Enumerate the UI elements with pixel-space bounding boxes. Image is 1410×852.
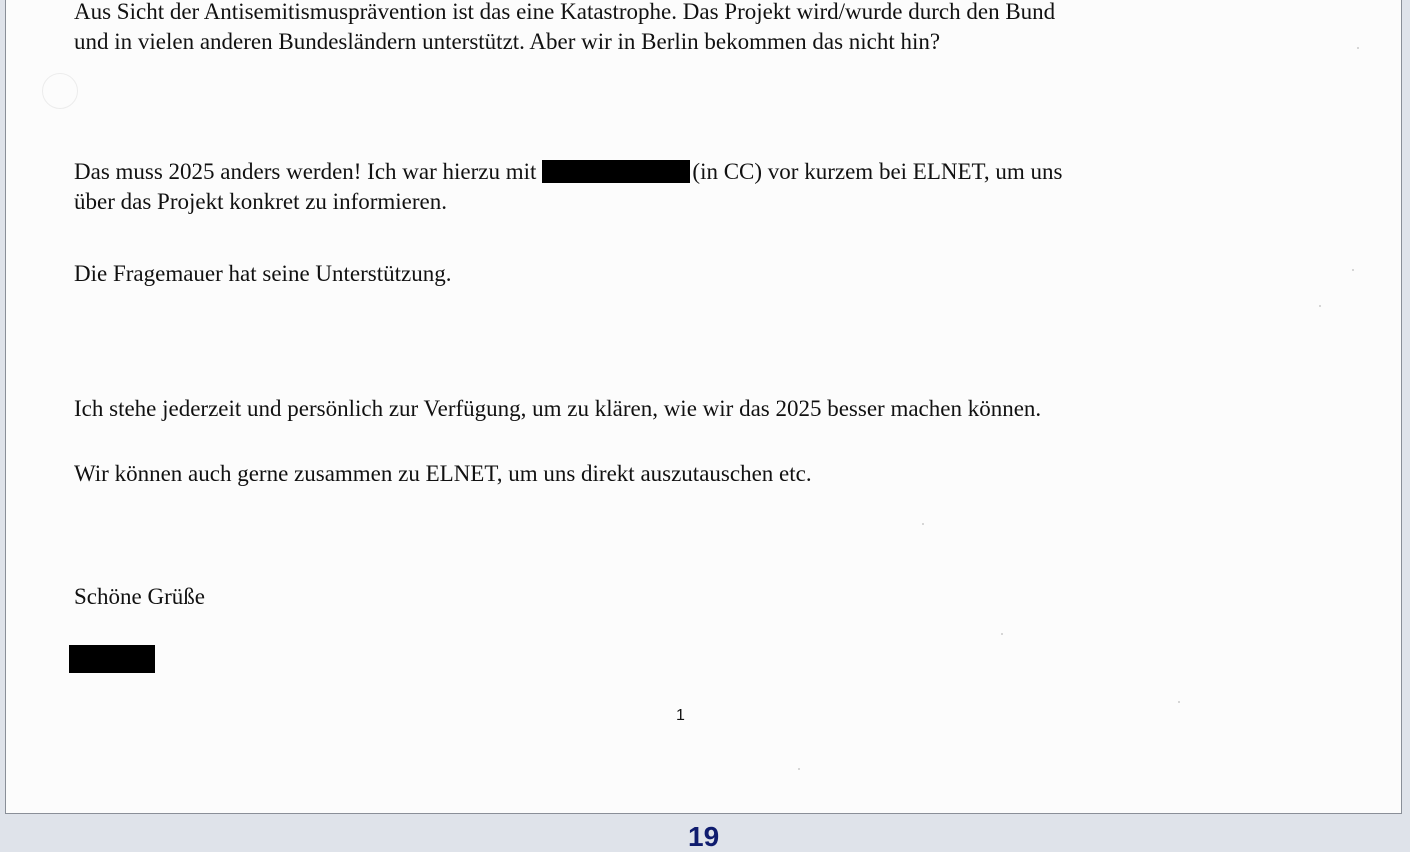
scan-speck <box>1352 269 1354 271</box>
closing-greeting: Schöne Grüße <box>74 584 205 609</box>
paragraph-2-line-2: über das Projekt konkret zu informieren. <box>74 189 447 214</box>
paragraph-2-text-before: Das muss 2025 anders werden! Ich war hierzu mit <box>74 159 537 184</box>
scan-speck <box>1319 305 1321 307</box>
document-page <box>5 0 1402 814</box>
paragraph-2-text-after: (in CC) vor kurzem bei ELNET, um uns <box>692 159 1063 184</box>
scan-speck <box>922 523 924 525</box>
paragraph-1-line-1: Aus Sicht der Antisemitismusprävention ist das eine Katastrophe. Das Projekt wird/wurde durch den Bund <box>74 0 1056 24</box>
scan-artifact-ring <box>42 73 78 109</box>
redacted-name <box>542 160 690 183</box>
scan-speck <box>1357 47 1359 49</box>
scan-speck <box>798 768 800 770</box>
redacted-signature <box>69 645 155 673</box>
paragraph-3: Die Fragemauer hat seine Unterstützung. <box>74 261 452 286</box>
paragraph-5: Wir können auch gerne zusammen zu ELNET, um uns direkt auszutauschen etc. <box>74 461 812 486</box>
viewer-page-indicator: 19 <box>688 821 720 852</box>
paragraph-4: Ich stehe jederzeit und persönlich zur Verfügung, um zu klären, wie wir das 2025 besser machen können. <box>74 396 1042 421</box>
page-number: 1 <box>676 707 685 724</box>
scan-speck <box>1001 633 1003 635</box>
scan-speck <box>1178 701 1180 703</box>
paragraph-1-line-2: und in vielen anderen Bundesländern unterstützt. Aber wir in Berlin bekommen das nicht hin? <box>74 29 941 54</box>
paragraph-2-line-1 <box>74 158 1062 185</box>
